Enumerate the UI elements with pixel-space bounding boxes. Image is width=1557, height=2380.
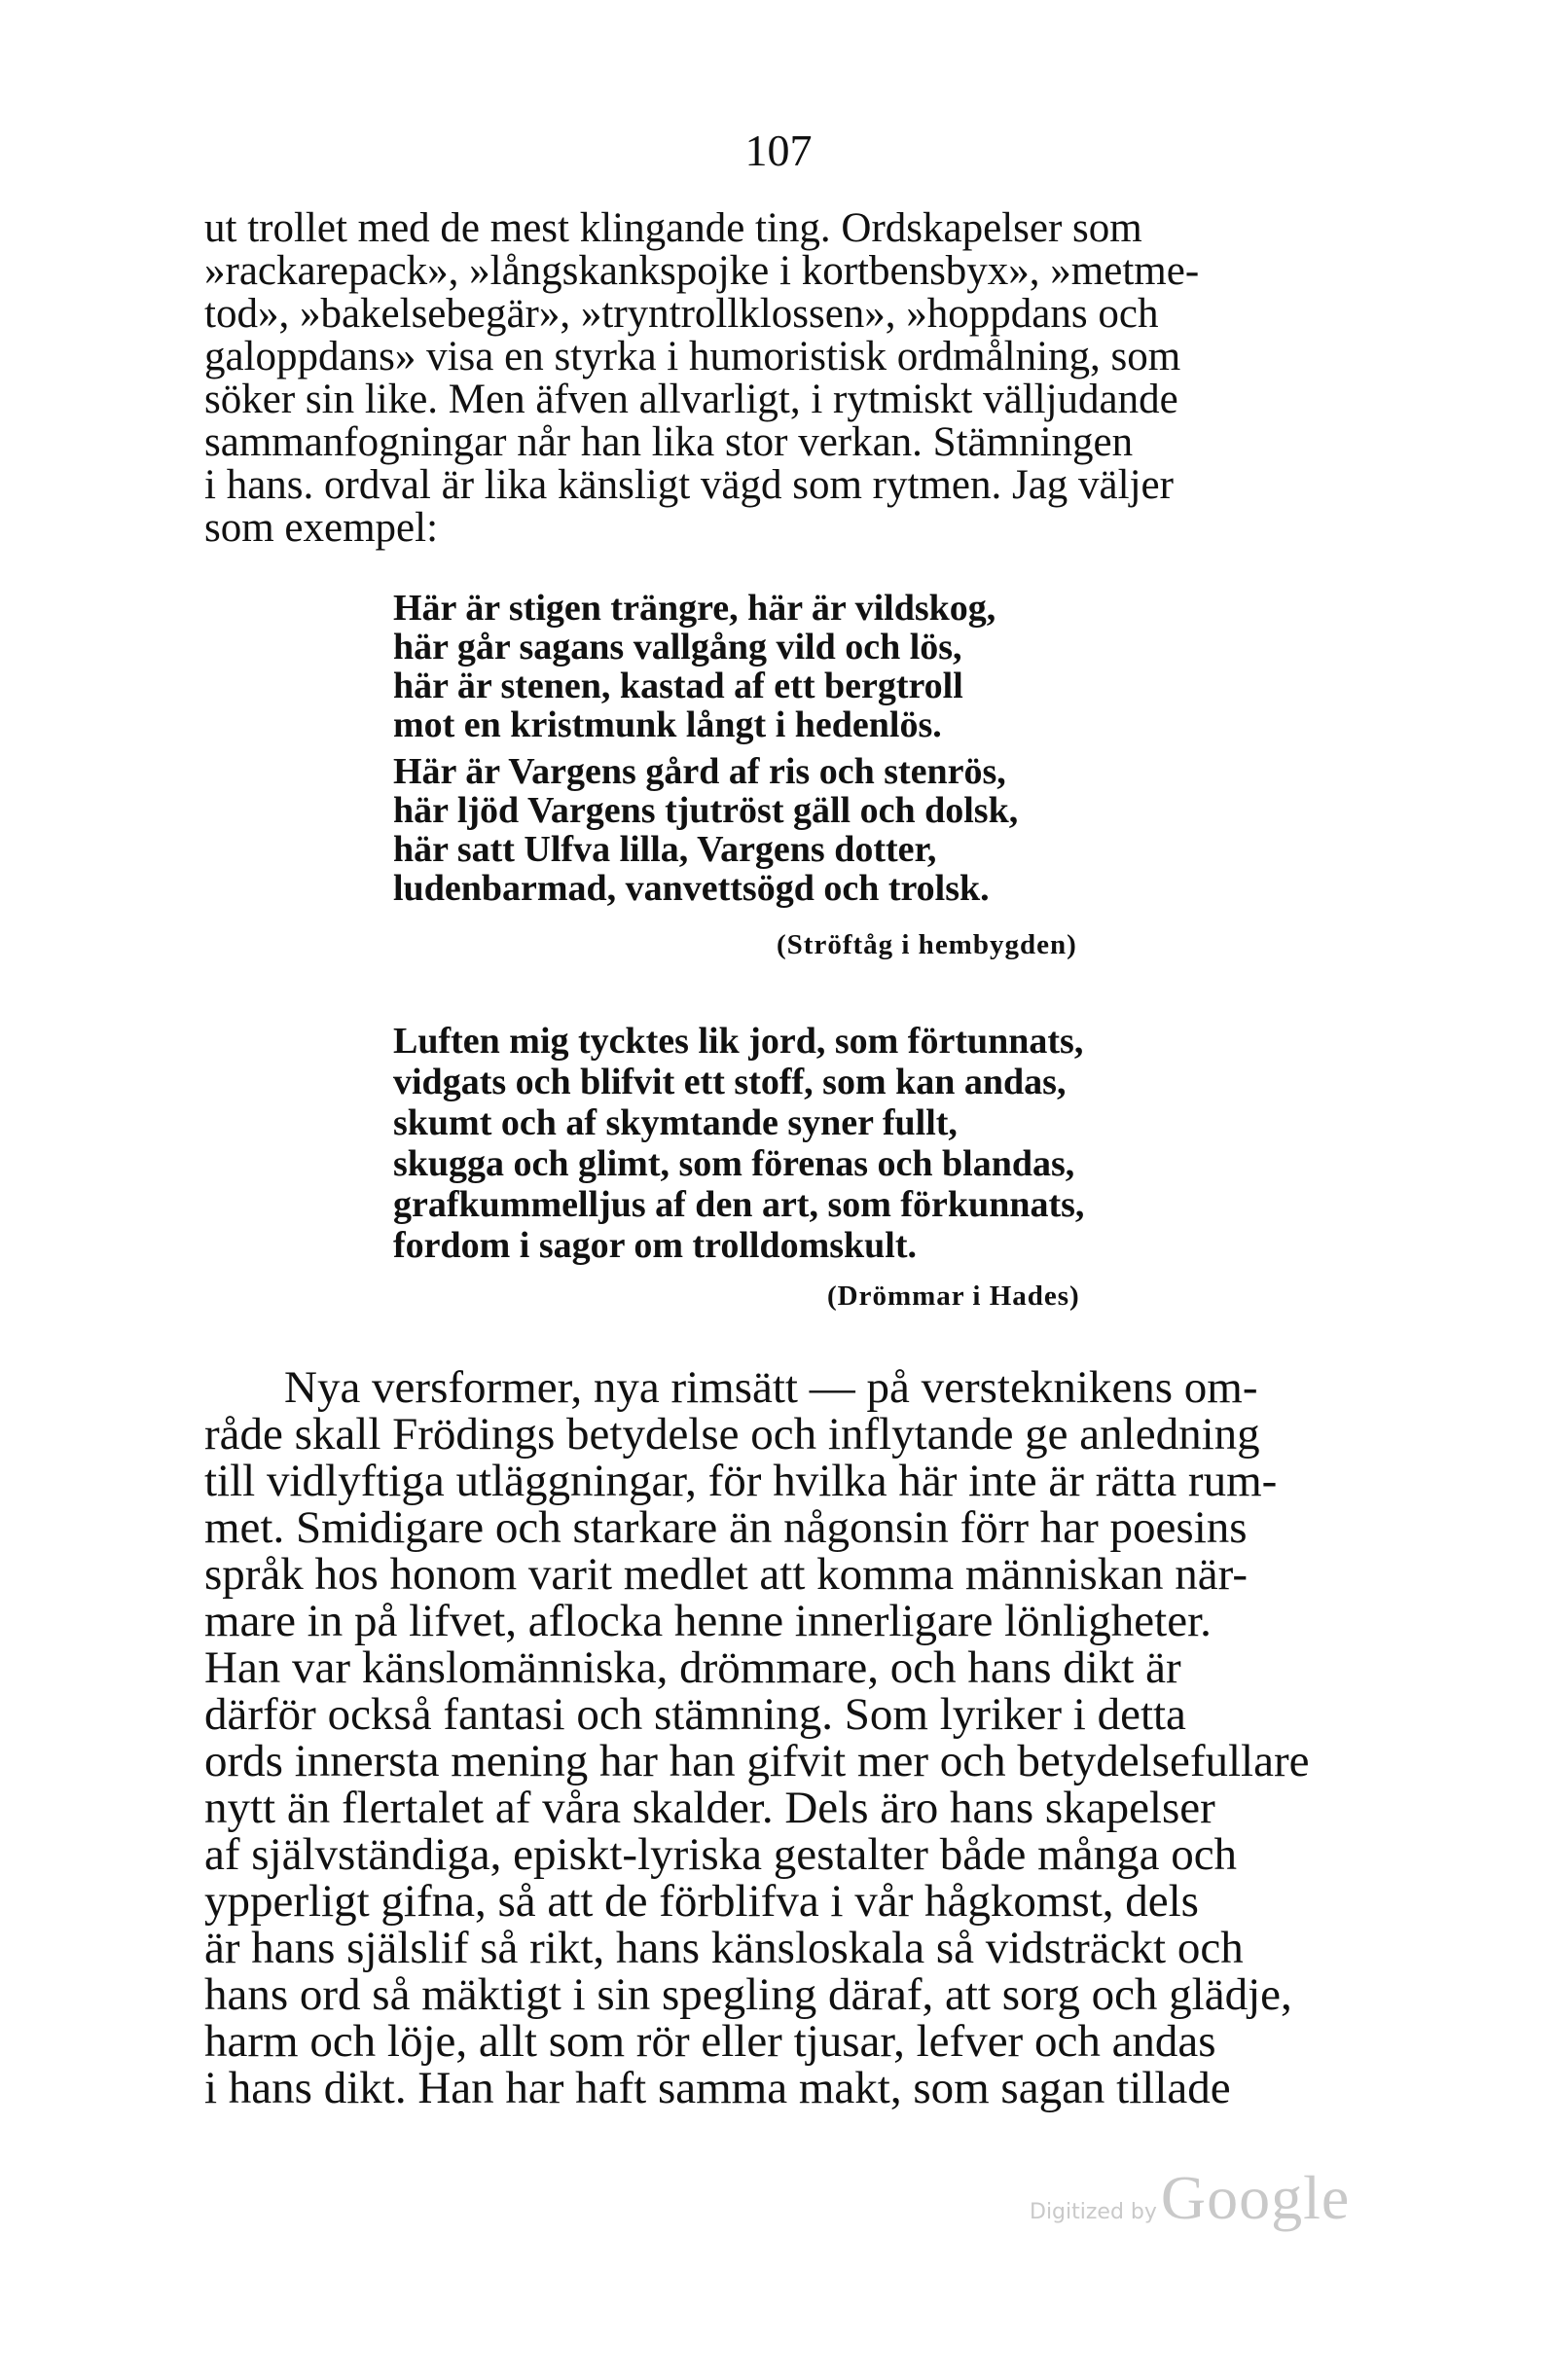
- verse-line: här går sagans vallgång vild och lös,: [393, 627, 962, 667]
- intro-line: galoppdans» visa en styrka i humoristisk ordmålning, som: [204, 334, 1181, 379]
- digitized-by-google-watermark: [1030, 2162, 1360, 2240]
- body-line: råde skall Frödings betydelse och inflytande ge anledning: [204, 1409, 1260, 1460]
- verse-line: här satt Ulfva lilla, Vargens dotter,: [393, 829, 937, 870]
- body-line: ords innersta mening har han gifvit mer och betydelsefullare: [204, 1736, 1310, 1786]
- page-number: 107: [744, 126, 813, 175]
- intro-line: sammanfogningar når han lika stor verkan. Stämningen: [204, 419, 1134, 465]
- verse-line: vidgats och blifvit ett stoff, som kan andas,: [393, 1062, 1067, 1102]
- body-line: met. Smidigare och starkare än någonsin förr har poesins: [204, 1502, 1248, 1553]
- body-line: är hans själslif så rikt, hans känsloskala så vidsträckt och: [204, 1923, 1244, 1973]
- verse-line: här ljöd Vargens tjutröst gäll och dolsk,: [393, 790, 1019, 831]
- verse-line: Luften mig tycktes lik jord, som förtunnats,: [393, 1021, 1084, 1062]
- verse-line: Här är stigen trängre, här är vildskog,: [393, 588, 996, 629]
- intro-line: tod», »bakelsebegär», »tryntrollklossen», »hoppdans och: [204, 291, 1159, 337]
- verse-line: fordom i sagor om trolldomskult.: [393, 1225, 917, 1266]
- body-line: hans ord så mäktigt i sin spegling däraf, att sorg och glädje,: [204, 1969, 1292, 2020]
- poem-attribution: (Drömmar i Hades): [827, 1280, 1080, 1312]
- verse-line: ludenbarmad, vanvettsögd och trolsk.: [393, 868, 990, 909]
- intro-line: ut trollet med de mest klingande ting. Ordskapelser som: [204, 205, 1142, 251]
- verse-line: Här är Vargens gård af ris och stenrös,: [393, 751, 1006, 792]
- body-line: språk hos honom varit medlet att komma människan när-: [204, 1549, 1248, 1600]
- body-line: ypperligt gifna, så att de förblifva i vår hågkomst, dels: [204, 1876, 1199, 1927]
- body-line: nytt än flertalet af våra skalder. Dels äro hans skapelser: [204, 1783, 1215, 1833]
- body-line: Nya versformer, nya rimsätt — på versteknikens om-: [284, 1362, 1258, 1413]
- body-line: af självständiga, episkt-lyriska gestalter både många och: [204, 1829, 1238, 1880]
- verse-line: skugga och glimt, som förenas och blandas,: [393, 1143, 1075, 1184]
- verse-line: mot en kristmunk långt i hedenlös.: [393, 704, 942, 745]
- body-line: därför också fantasi och stämning. Som lyriker i detta: [204, 1689, 1186, 1740]
- watermark-prefix: Digitized by: [1030, 2200, 1157, 2224]
- body-line: till vidlyftiga utläggningar, för hvilka här inte är rätta rum-: [204, 1456, 1278, 1506]
- intro-line: som exempel:: [204, 505, 439, 551]
- body-line: mare in på lifvet, aflocka henne innerligare lönligheter.: [204, 1596, 1212, 1646]
- intro-line: söker sin like. Men äfven allvarligt, i rytmiskt välljudande: [204, 377, 1178, 422]
- poem-attribution: (Ströftåg i hembygden): [777, 929, 1077, 960]
- intro-line: »rackarepack», »långskankspojke i kortbensbyx», »metme-: [204, 248, 1200, 294]
- body-line: Han var känslomänniska, drömmare, och hans dikt är: [204, 1642, 1181, 1693]
- verse-line: här är stenen, kastad af ett bergtroll: [393, 666, 963, 706]
- body-line: harm och löje, allt som rör eller tjusar, lefver och andas: [204, 2016, 1216, 2067]
- verse-line: grafkummelljus af den art, som förkunnats,: [393, 1184, 1085, 1225]
- intro-line: i hans. ordval är lika känsligt vägd som rytmen. Jag väljer: [204, 462, 1174, 508]
- watermark-brand: Google: [1160, 2163, 1351, 2232]
- body-line: i hans dikt. Han har haft samma makt, som sagan tillade: [204, 2063, 1231, 2113]
- verse-line: skumt och af skymtande syner fullt,: [393, 1102, 958, 1143]
